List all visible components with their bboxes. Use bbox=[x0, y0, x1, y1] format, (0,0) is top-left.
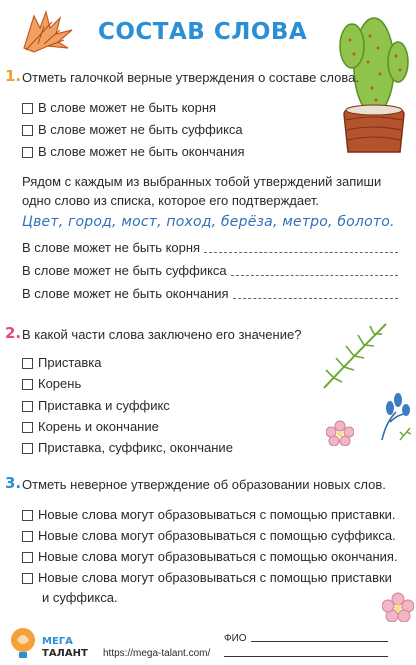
q2-option-1[interactable] bbox=[22, 355, 101, 371]
question-3-text: Отметь неверное утверждение об образовании новых слов. bbox=[22, 477, 386, 492]
option-label: В слове может не быть корня bbox=[38, 100, 217, 115]
question-1-text: Отметь галочкой верные утверждения о составе слова. bbox=[22, 70, 359, 85]
q3-option-2[interactable] bbox=[22, 528, 396, 544]
q1-word-list: Цвет, город, мост, поход, берёза, метро, болото. bbox=[22, 214, 395, 230]
green-branch-icon bbox=[316, 318, 392, 394]
answer-blank[interactable] bbox=[204, 252, 398, 253]
q1-option-1[interactable] bbox=[22, 100, 216, 116]
q3-option-1[interactable] bbox=[22, 507, 396, 523]
pink-flower-icon bbox=[326, 420, 354, 446]
fio-field[interactable] bbox=[224, 633, 388, 644]
q1-instruction: Рядом с каждым из выбранных тобой утверждений запиши одно слово из списка, которое его подтверждает. bbox=[22, 174, 382, 208]
option-label: Новые слова могут образовываться с помощью приставки. bbox=[38, 507, 396, 522]
question-2-text: В какой части слова заключено его значение? bbox=[22, 327, 302, 342]
answer-line-label: В слове может не быть окончания bbox=[22, 286, 229, 301]
brand-line-2: ТАЛАНТ bbox=[42, 648, 88, 659]
checkbox[interactable] bbox=[22, 401, 33, 412]
q2-option-2[interactable] bbox=[22, 376, 81, 392]
checkbox[interactable] bbox=[22, 573, 33, 584]
answer-line-3[interactable] bbox=[22, 286, 398, 302]
option-label: Корень bbox=[38, 376, 82, 391]
answer-line-2[interactable] bbox=[22, 263, 398, 279]
website-link[interactable]: https://mega-talant.com/ bbox=[103, 648, 211, 659]
fio-blank[interactable] bbox=[251, 641, 388, 642]
option-label: Новые слова могут образовываться с помощью приставки bbox=[38, 570, 392, 585]
checkbox[interactable] bbox=[22, 125, 33, 136]
q3-option-4[interactable] bbox=[22, 570, 392, 586]
q2-option-5[interactable] bbox=[22, 440, 233, 456]
question-number-1: 1. bbox=[5, 67, 22, 85]
question-number-3: 3. bbox=[5, 474, 22, 492]
fio-label: ФИО bbox=[224, 633, 247, 644]
checkbox[interactable] bbox=[22, 379, 33, 390]
q2-option-3[interactable] bbox=[22, 398, 170, 414]
checkbox[interactable] bbox=[22, 510, 33, 521]
q3-option-3[interactable] bbox=[22, 549, 398, 565]
fio-second-line[interactable] bbox=[224, 656, 388, 657]
answer-line-1[interactable] bbox=[22, 240, 398, 256]
q2-option-4[interactable] bbox=[22, 419, 159, 435]
option-label: Новые слова могут образовываться с помощью суффикса. bbox=[38, 528, 396, 543]
pink-flower-icon bbox=[382, 592, 414, 622]
option-label: Приставка bbox=[38, 355, 102, 370]
option-label: Корень и окончание bbox=[38, 419, 159, 434]
q1-option-3[interactable] bbox=[22, 144, 245, 160]
mega-talant-logo bbox=[8, 626, 38, 660]
small-sprig-icon bbox=[398, 426, 414, 442]
answer-line-label: В слове может не быть корня bbox=[22, 240, 201, 255]
option-label: Приставка, суффикс, окончание bbox=[38, 440, 233, 455]
option-label: В слове может не быть окончания bbox=[38, 144, 245, 159]
checkbox[interactable] bbox=[22, 531, 33, 542]
checkbox[interactable] bbox=[22, 552, 33, 563]
checkbox[interactable] bbox=[22, 147, 33, 158]
checkbox[interactable] bbox=[22, 103, 33, 114]
checkbox[interactable] bbox=[22, 358, 33, 369]
option-label: Приставка и суффикс bbox=[38, 398, 170, 413]
option-label: Новые слова могут образовываться с помощью окончания. bbox=[38, 549, 398, 564]
checkbox[interactable] bbox=[22, 422, 33, 433]
option-label: В слове может не быть суффикса bbox=[38, 122, 243, 137]
q1-option-2[interactable] bbox=[22, 122, 243, 138]
q3-option-4-continuation: и суффикса. bbox=[42, 590, 118, 605]
page-title: СОСТАВ СЛОВА bbox=[98, 19, 308, 45]
brand-line-1: МЕГА bbox=[42, 636, 73, 647]
checkbox[interactable] bbox=[22, 443, 33, 454]
autumn-leaf-icon bbox=[4, 8, 84, 54]
answer-blank[interactable] bbox=[233, 298, 398, 299]
answer-blank[interactable] bbox=[231, 275, 398, 276]
question-number-2: 2. bbox=[5, 324, 22, 342]
answer-line-label: В слове может не быть суффикса bbox=[22, 263, 227, 278]
